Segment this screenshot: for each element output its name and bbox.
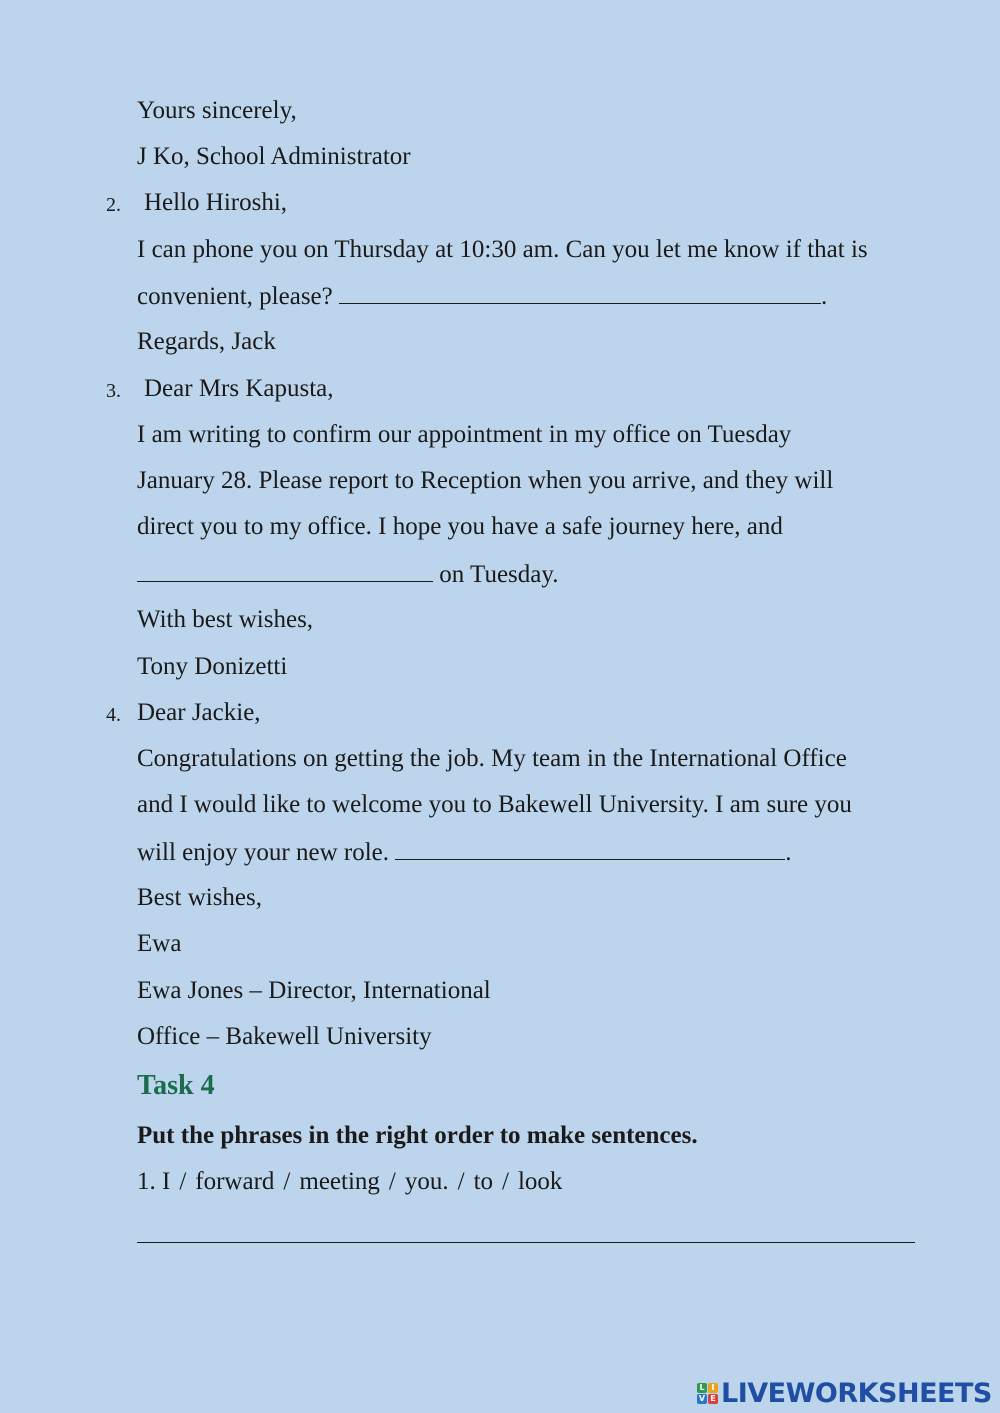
letter2-number: 2. [106, 194, 121, 216]
liveworksheets-logo [697, 1376, 992, 1410]
letter3-body-line4-end: on Tuesday. [439, 561, 559, 588]
word-separator: / [502, 1168, 509, 1195]
letter4-answer-blank[interactable] [395, 837, 785, 860]
logo-text: LIVEWORKSHEETS [721, 1377, 992, 1409]
task4-item1-word: I [162, 1168, 171, 1195]
task4-item1-word: you. [404, 1168, 449, 1195]
logo-mark-letter: V [698, 1394, 706, 1403]
letter3-closing: With best wishes, [137, 606, 314, 633]
task4-title: Task 4 [137, 1070, 215, 1101]
letter3-answer-blank[interactable] [137, 559, 433, 582]
letter2-body-line2-text: convenient, please? [137, 283, 333, 310]
letter4-body-line3-end: . [785, 839, 792, 866]
letter2-body-line1: I can phone you on Thursday at 10:30 am. Can you let me know if that is [137, 236, 868, 263]
letter3-signature: Tony Donizetti [137, 653, 288, 680]
logo-mark-letter: E [708, 1394, 718, 1404]
task4-item1-word: forward [195, 1168, 275, 1195]
letter4-title-line2: Office – Bakewell University [137, 1023, 432, 1050]
task4-item1-answer-line[interactable] [137, 1242, 915, 1243]
letter4-greeting: Dear Jackie, [137, 699, 261, 726]
letter1-closing: Yours sincerely, [137, 97, 297, 124]
letter2-answer-blank[interactable] [339, 281, 821, 304]
letter4-number: 4. [106, 704, 121, 726]
letter3-number: 3. [106, 380, 121, 402]
word-separator: / [388, 1168, 396, 1195]
letter4-closing: Best wishes, [137, 884, 262, 911]
task4-item1 [137, 1167, 562, 1197]
word-separator: / [283, 1168, 291, 1195]
letter4-body-line1: Congratulations on getting the job. My team in the International Office [137, 745, 847, 772]
letter3-body-line4 [137, 559, 559, 590]
letter2-body-line2-end: . [821, 283, 828, 310]
letter2-body-line2 [137, 281, 827, 312]
letter4-body-line3-text: will enjoy your new role. [137, 839, 390, 866]
letter4-body-line2: and I would like to welcome you to Bakewell University. I am sure you [137, 791, 852, 818]
logo-mark-letter: I [708, 1383, 718, 1393]
letter4-title-line1: Ewa Jones – Director, International [137, 977, 491, 1004]
letter3-body-line1: I am writing to confirm our appointment in my office on Tuesday [137, 421, 792, 448]
letter2-greeting: Hello Hiroshi, [144, 189, 288, 216]
task4-item1-word: to [473, 1168, 494, 1195]
logo-mark-icon [697, 1383, 718, 1404]
letter3-body-line3: direct you to my office. I hope you have a safe journey here, and [137, 513, 783, 540]
word-separator: / [457, 1168, 465, 1195]
task4-item1-number: 1. [137, 1168, 156, 1195]
letter2-closing: Regards, Jack [137, 328, 276, 355]
letter4-signature: Ewa [137, 930, 182, 957]
task4-item1-word: look [517, 1168, 563, 1195]
task4-instruction: Put the phrases in the right order to make sentences. [137, 1122, 698, 1149]
word-separator: / [179, 1168, 187, 1195]
letter1-signature: J Ko, School Administrator [137, 143, 411, 170]
logo-mark-letter: L [697, 1383, 707, 1393]
letter4-body-line3 [137, 837, 792, 868]
letter3-greeting: Dear Mrs Kapusta, [144, 375, 334, 402]
letter3-body-line2: January 28. Please report to Reception when you arrive, and they will [137, 467, 834, 494]
task4-item1-word: meeting [299, 1168, 380, 1195]
